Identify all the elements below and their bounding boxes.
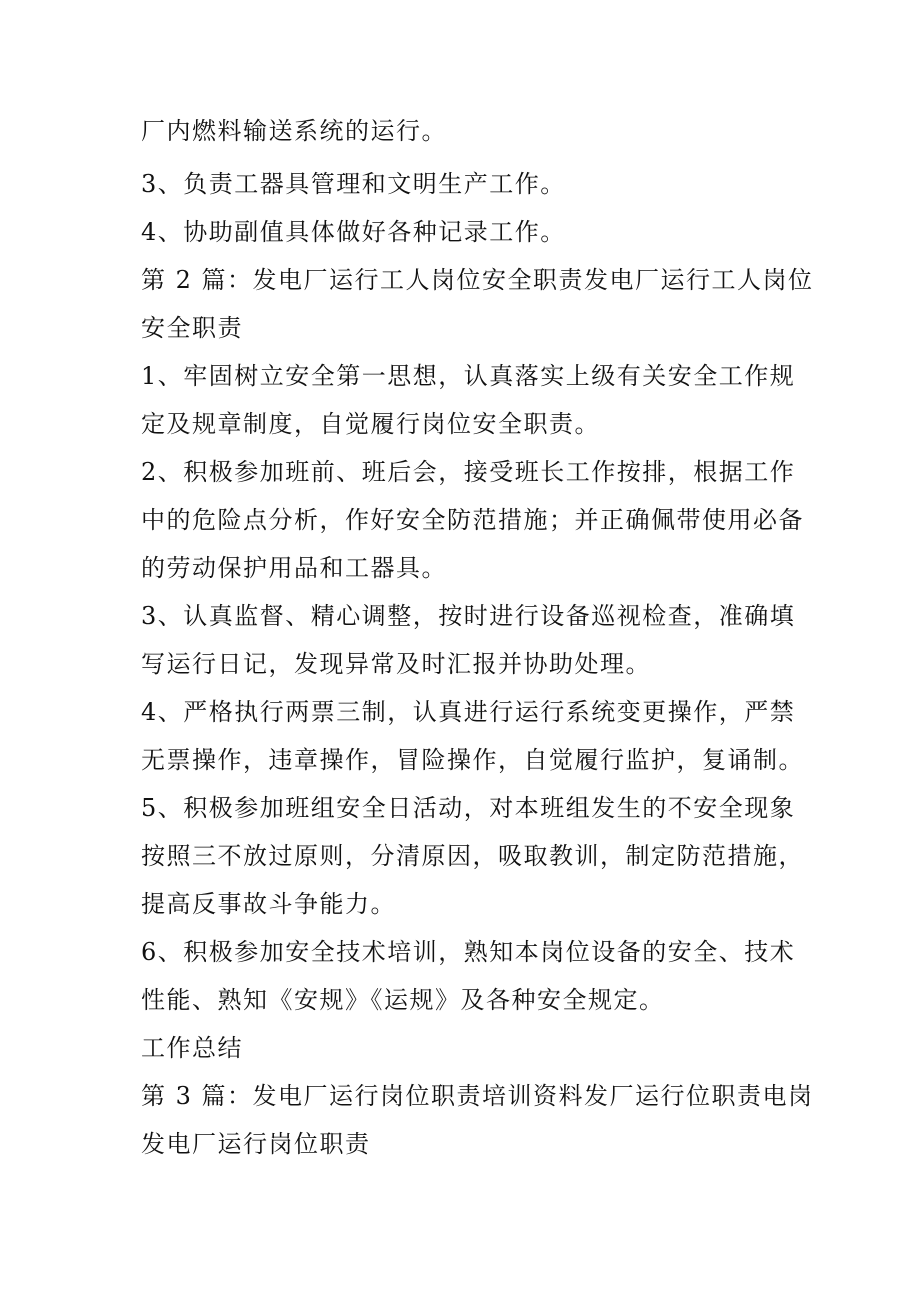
text-line: 厂内燃料输送系统的运行。 [141,117,447,145]
text-line: 第 2 篇：发电厂运行工人岗位安全职责发电厂运行工人岗位 [141,266,814,294]
text-line: 性能、熟知《安规》《运规》及各种安全规定。 [141,986,665,1014]
text-line: 3、负责工器具管理和文明生产工作。 [141,170,566,198]
text-line: 5、积极参加班组安全日活动，对本班组发生的不安全现象 [141,794,796,822]
text-line: 定及规章制度，自觉履行岗位安全职责。 [141,410,600,438]
text-line: 工作总结 [141,1034,243,1062]
text-line: 发电厂运行岗位职责 [141,1130,371,1158]
text-line: 无票操作，违章操作，冒险操作，自觉履行监护，复诵制。 [141,746,804,774]
text-line: 提高反事故斗争能力。 [141,890,396,918]
text-line: 1、牢固树立安全第一思想，认真落实上级有关安全工作规 [141,362,796,390]
text-line: 3、认真监督、精心调整，按时进行设备巡视检查，准确填 [141,602,796,630]
text-line: 6、积极参加安全技术培训，熟知本岗位设备的安全、技术 [141,938,796,966]
text-line: 按照三不放过原则，分清原因，吸取教训，制定防范措施， [141,842,804,870]
text-line: 写运行日记，发现异常及时汇报并协助处理。 [141,650,651,678]
text-line: 中的危险点分析，作好安全防范措施；并正确佩带使用必备 [141,506,804,534]
text-line: 4、协助副值具体做好各种记录工作。 [141,218,566,246]
text-line: 2、积极参加班前、班后会，接受班长工作按排，根据工作 [141,458,796,486]
text-line: 的劳动保护用品和工器具。 [141,554,447,582]
text-line: 安全职责 [141,314,243,342]
text-line: 第 3 篇：发电厂运行岗位职责培训资料发厂运行位职责电岗 [141,1082,814,1110]
text-line: 4、严格执行两票三制，认真进行运行系统变更操作，严禁 [141,698,796,726]
